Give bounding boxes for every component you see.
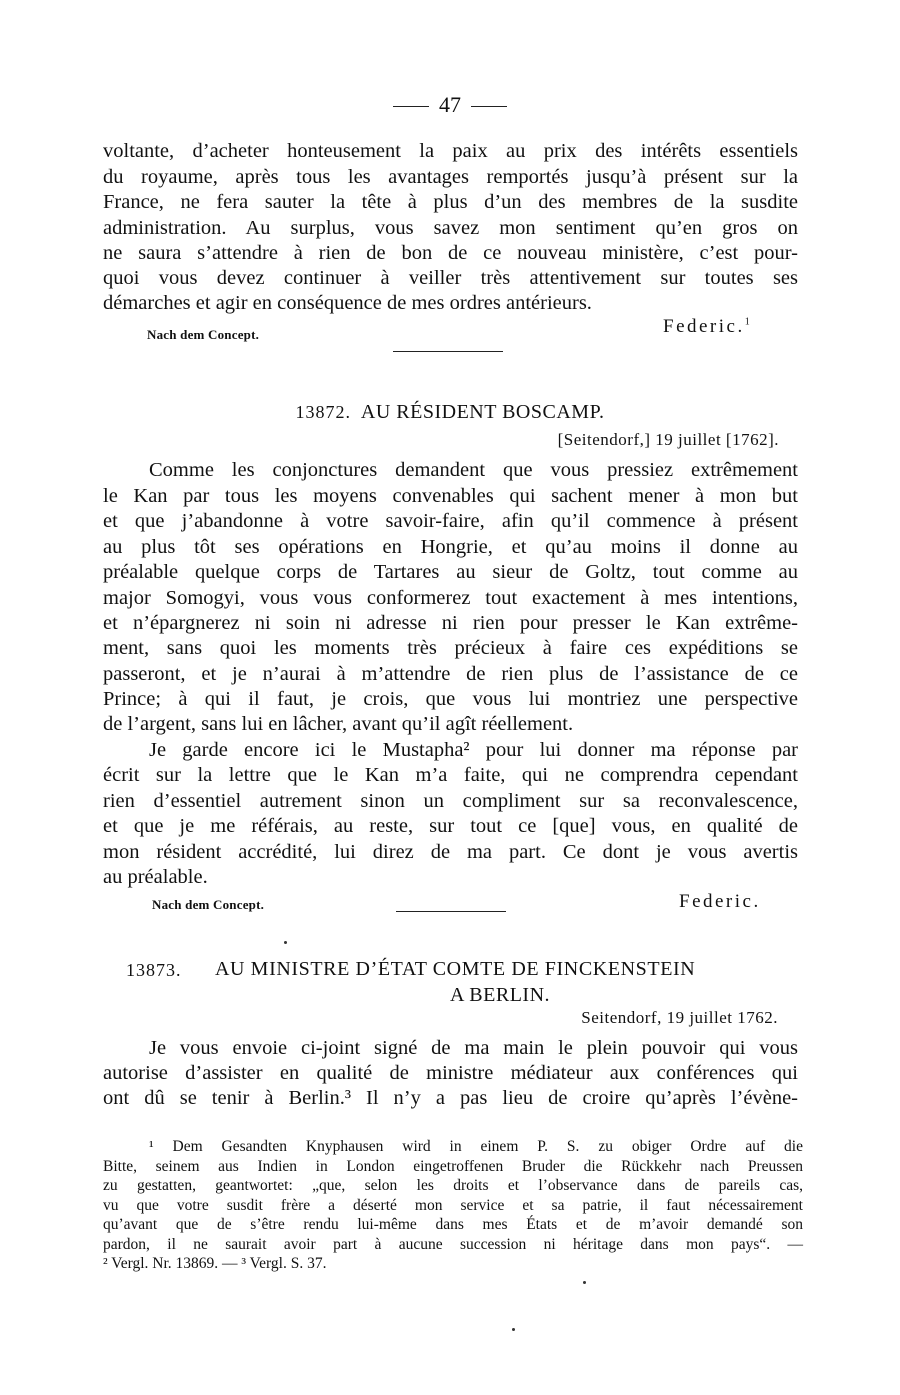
text-line: quoi vous devez continuer à veiller très attentivement sur toutes ses (103, 267, 798, 289)
text-line: au préalable. (103, 866, 208, 888)
text-line: major Somogyi, vous vous conformerez tout exactement à mes intentions, (103, 587, 798, 609)
dateline: Seitendorf, 19 juillet 1762. (581, 1008, 778, 1027)
text-line: le Kan par tous les moyens convenables qui sachent mener à mon but (103, 485, 798, 507)
text-line: passeront, et je n’aurai à m’attendre de rien plus de l’assistance de ce (103, 663, 798, 685)
footnote-line: ² Vergl. Nr. 13869. — ³ Vergl. S. 37. (103, 1255, 327, 1272)
footnote-line: ¹ Dem Gesandten Knyphausen wird in einem P. S. zu obiger Ordre auf die (149, 1138, 803, 1155)
page-number-dash-left (393, 106, 429, 107)
footnote-line: zu gestatten, geantwortet: „que, selon les droits et l’observance dans de pareils cas, (103, 1177, 803, 1194)
text-line: et que je me référais, au reste, sur tout ce [que] vous, en qualité de (103, 815, 798, 837)
text-line: Je vous envoie ci-joint signé de ma main le plein pouvoir qui vous (149, 1037, 798, 1059)
page-number: 47 (439, 92, 461, 117)
text-line: du royaume, après tous les avantages remportés jusqu’à présent sur la (103, 166, 798, 188)
text-line: ont dû se tenir à Berlin.³ Il n’y a pas lieu de croire qu’après l’évène- (103, 1087, 798, 1109)
footnote-marker: 1 (744, 316, 750, 328)
source-note: Nach dem Concept. (147, 327, 260, 342)
footnote-line: Bitte, seinem aus Indien in London eingetroffenen Bruder die Rückkehr nach Preussen (103, 1158, 803, 1175)
text-line: mon résident accrédité, lui direz de ma part. Ce dont je vous avertis (103, 841, 798, 863)
text-line: France, ne fera sauter la tête à plus d’un des membres de la susdite (103, 191, 798, 213)
footnote-line: vu que votre susdit frère a déserté mon service et sa patrie, il faut nécessairement (103, 1197, 803, 1214)
text-line: ne saura s’attendre à rien de bon de ce nouveau ministère, c’est pour- (103, 242, 798, 264)
text-line: voltante, d’acheter honteusement la paix au prix des intérêts essentiels (103, 140, 798, 162)
text-line: démarches et agir en conséquence de mes ordres antérieurs. (103, 292, 592, 314)
page-number-line (0, 92, 900, 118)
text-line: de l’argent, sans lui en lâcher, avant qu’il agît réellement. (103, 713, 574, 735)
dateline: [Seitendorf,] 19 juillet [1762]. (557, 430, 779, 449)
text-line: au plus tôt ses opérations en Hongrie, et qu’au moins il donne au (103, 536, 798, 558)
text-line: et que j’abandonne à votre savoir-faire, afin qu’il commence à présent (103, 510, 798, 532)
source-note: Nach dem Concept. (152, 897, 265, 912)
separator-rule (393, 351, 503, 352)
letter-title-line2: A BERLIN. (449, 984, 551, 1006)
footnote-line: pardon, il ne saurait avoir part à aucune succession ni héritage dans mon pays“. — (103, 1236, 803, 1253)
text-line: et n’épargnerez ni soin ni adresse ni rien pour presser le Kan extrême- (103, 612, 798, 634)
text-line: Je garde encore ici le Mustapha² pour lui donner ma réponse par (149, 739, 798, 761)
letter-title: AU RÉSIDENT BOSCAMP. (360, 401, 605, 423)
letter-number: 13872. (295, 402, 351, 422)
letter-number: 13873. (126, 960, 182, 980)
signature-text: Federic. (663, 316, 745, 337)
signature: Federic. (679, 891, 761, 912)
print-speck (583, 1281, 586, 1284)
footnote-line: qu’avant que de s’être rendu lui-même dans mes États et de m’avoir demandé son (103, 1216, 803, 1233)
separator-rule (396, 911, 506, 912)
signature (663, 316, 750, 338)
text-line: autorise d’assister en qualité de ministre médiateur aux conférences qui (103, 1062, 798, 1084)
text-line: ment, sans quoi les moments très précieux à faire ces expéditions se (103, 637, 798, 659)
text-line: écrit sur la lettre que le Kan m’a faite, qui ne comprendra cependant (103, 764, 798, 786)
print-speck (512, 1328, 515, 1331)
text-line: administration. Au surplus, vous savez mon sentiment qu’en gros on (103, 217, 798, 239)
letter-title: AU MINISTRE D’ÉTAT COMTE DE FINCKENSTEIN (215, 958, 696, 980)
page-number-dash-right (471, 106, 507, 107)
letter-heading (0, 401, 900, 424)
print-speck (284, 941, 287, 944)
text-line: Prince; à qui il faut, je crois, que vous lui montriez une perspective (103, 688, 798, 710)
text-line: Comme les conjonctures demandent que vous pressiez extrêmement (149, 459, 798, 481)
text-line: rien d’essentiel autrement sinon un compliment sur sa reconvalescence, (103, 790, 798, 812)
text-line: préalable quelque corps de Tartares au sieur de Goltz, tout comme au (103, 561, 798, 583)
